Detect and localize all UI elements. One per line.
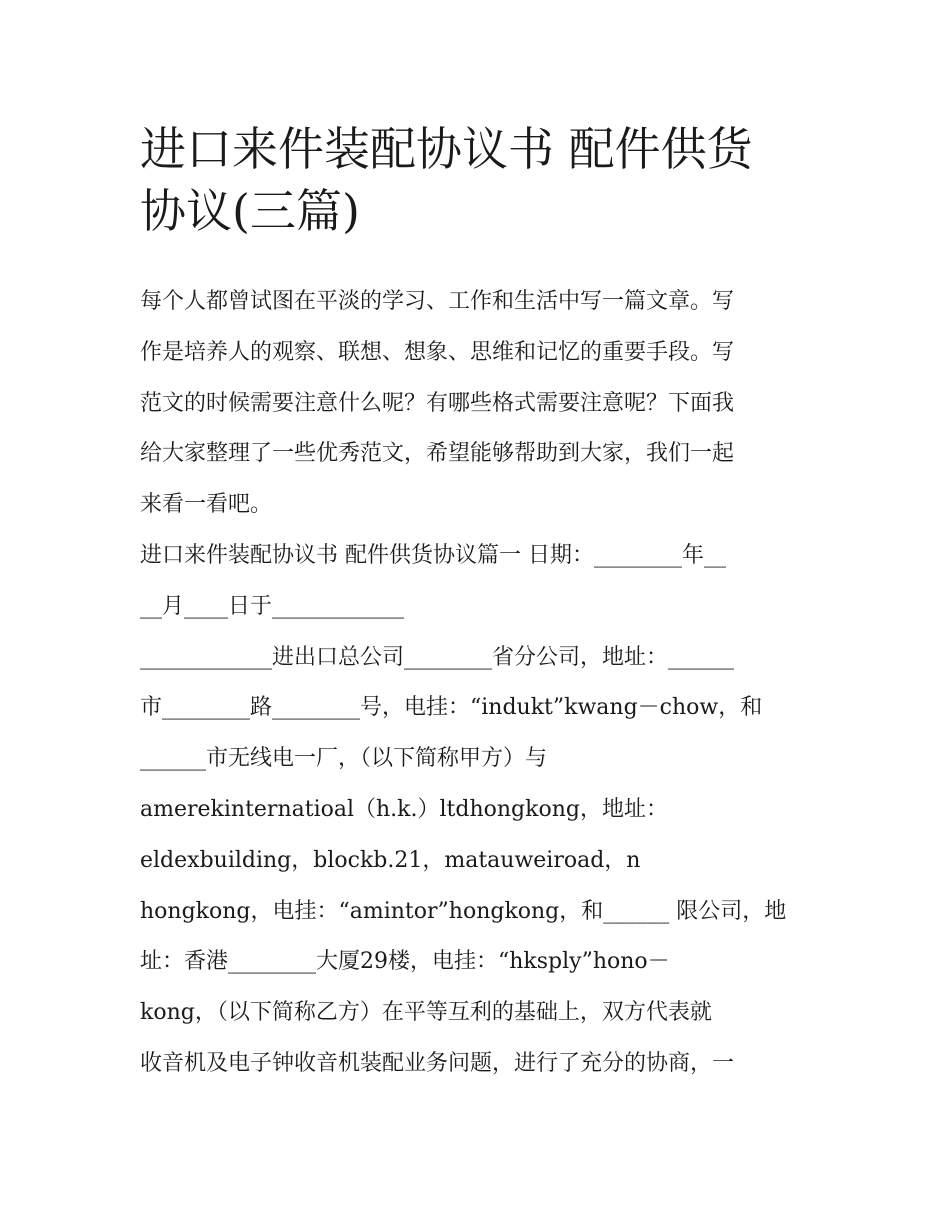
body-line: 市________路________号，电挂：“indukt”kwang－chow，和 [140,695,763,721]
body-line: hongkong，电挂：“amintor”hongkong，和______ 限公司，地 [140,898,787,924]
title-line-2: 协议(三篇) [140,184,360,238]
body-line: 给大家整理了一些优秀范文，希望能够帮助到大家，我们一起 [140,441,735,467]
body-line: 范文的时候需要注意什么呢？有哪些格式需要注意呢？下面我 [140,390,735,416]
document-body [140,277,820,1090]
body-line: 来看一看吧。 [140,492,273,518]
title-line-1: 进口来件装配协议书 配件供货 [140,122,753,176]
body-line: kong，（以下简称乙方）在平等互利的基础上，双方代表就 [140,1000,712,1026]
body-line: __月____日于____________ [140,593,405,619]
body-line: 收音机及电子钟收音机装配业务问题，进行了充分的协商，一 [140,1050,735,1076]
body-line: eldexbuilding，blockb.21，matauweiroad，n [140,847,641,873]
body-line: 址：香港________大厦29楼，电挂：“hksply”hono－ [140,949,670,975]
document-title [140,118,820,242]
body-line: ____________进出口总公司________省分公司，地址：______ [140,644,735,670]
body-line: 进口来件装配协议书 配件供货协议篇一 日期：________年__ [140,542,726,568]
body-line: 每个人都曾试图在平淡的学习、工作和生活中写一篇文章。写 [140,289,735,314]
body-line: 作是培养人的观察、联想、想象、思维和记忆的重要手段。写 [140,339,735,365]
body-line: amerekinternatioal（h.k.）ltdhongkong，地址： [140,796,668,822]
body-line: ______市无线电一厂，（以下简称甲方）与 [140,746,548,772]
